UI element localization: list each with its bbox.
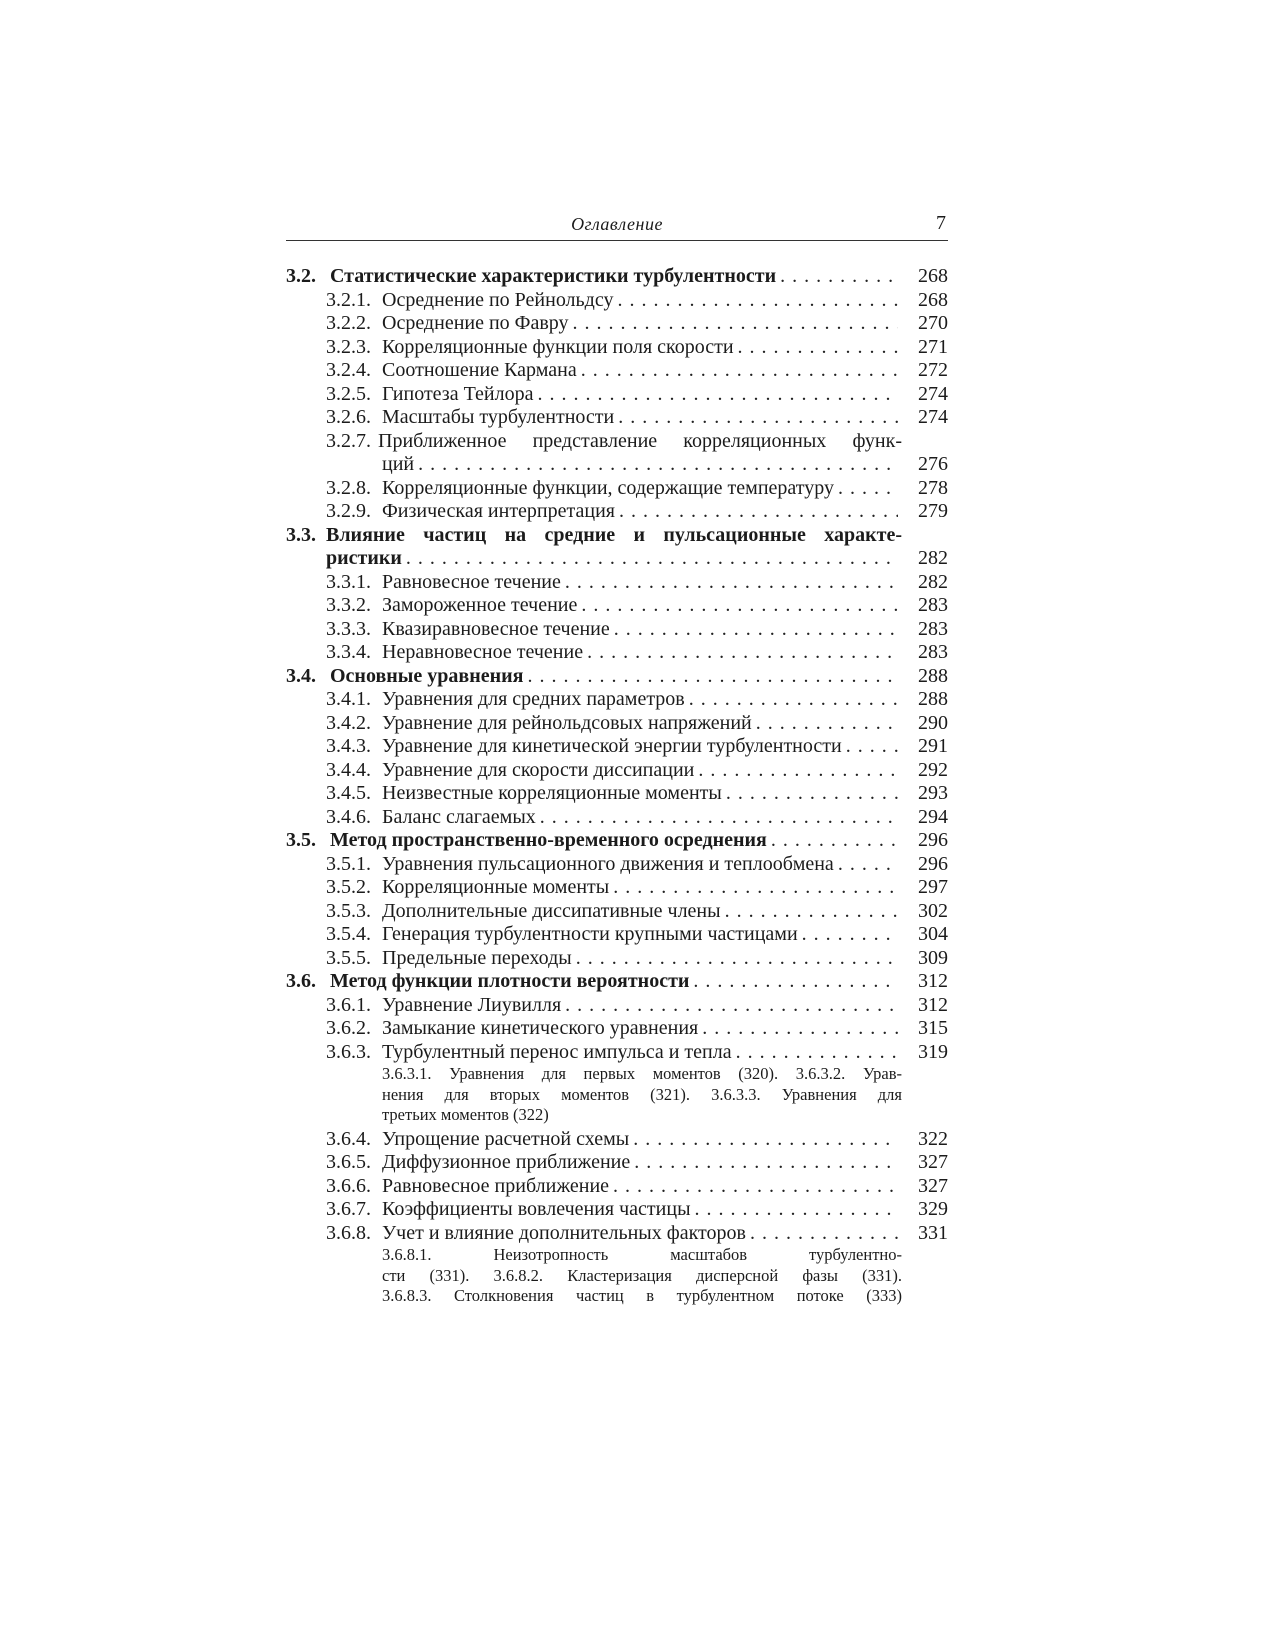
toc-item[interactable]	[286, 688, 948, 712]
toc-section-continuation[interactable]	[286, 547, 948, 571]
leader-dots	[613, 876, 898, 900]
item-number: 3.4.1.	[326, 688, 371, 710]
toc-item[interactable]	[286, 1175, 948, 1199]
item-page: 274	[918, 382, 948, 405]
item-title: Учет и влияние дополнительных факторов	[382, 1221, 746, 1244]
item-page: 304	[918, 923, 948, 945]
item-title: Неизвестные корреляционные моменты	[382, 782, 722, 804]
item-number: 3.2.6.	[326, 406, 371, 428]
toc-item[interactable]	[286, 853, 948, 877]
toc-section[interactable]	[286, 970, 948, 994]
toc-item[interactable]	[286, 1198, 948, 1222]
leader-dots	[726, 782, 898, 806]
leader-dots	[756, 712, 898, 736]
leader-dots	[846, 735, 898, 759]
item-page: 322	[918, 1127, 948, 1150]
toc-item[interactable]	[286, 312, 948, 336]
item-title: Уравнение для скорости диссипации	[382, 758, 695, 781]
item-number: 3.6.3.	[326, 1040, 371, 1063]
leader-dots	[725, 900, 898, 924]
item-title: Осреднение по Фавру	[382, 312, 569, 334]
leader-dots	[780, 265, 898, 289]
item-number: 3.2.5.	[326, 382, 371, 405]
item-page: 296	[918, 852, 948, 875]
item-page: 283	[918, 617, 948, 640]
item-number: 3.2.9.	[326, 500, 371, 522]
leader-dots	[587, 641, 898, 665]
item-number: 3.6.1.	[326, 993, 371, 1016]
toc-item[interactable]	[286, 641, 948, 665]
toc-item-wrapped[interactable]	[286, 430, 948, 454]
item-page: 312	[918, 993, 948, 1016]
item-page: 276	[918, 453, 948, 475]
running-title: Оглавление	[571, 214, 663, 234]
leader-dots	[418, 453, 898, 477]
subsub-line: третьих моментов (322)	[382, 1105, 549, 1124]
toc-section-wrapped[interactable]	[286, 524, 948, 548]
item-page: 327	[918, 1151, 948, 1173]
section-page: 296	[918, 829, 948, 851]
section-number: 3.4.	[286, 664, 316, 687]
leader-dots	[838, 853, 898, 877]
item-page: 315	[918, 1017, 948, 1039]
toc-item[interactable]	[286, 477, 948, 501]
toc-item[interactable]	[286, 806, 948, 830]
toc-item[interactable]	[286, 1151, 948, 1175]
item-number: 3.3.4.	[326, 641, 371, 663]
leader-dots	[565, 994, 898, 1018]
item-number: 3.5.1.	[326, 852, 371, 875]
item-number: 3.6.4.	[326, 1127, 371, 1150]
item-title: Физическая интерпретация	[382, 500, 615, 522]
item-title: Осреднение по Рейнольдсу	[382, 288, 614, 311]
section-number: 3.6.	[286, 970, 316, 992]
leader-dots	[633, 1128, 898, 1152]
item-title: Уравнение для кинетической энергии турбулентности	[382, 735, 842, 757]
section-page: 288	[918, 664, 948, 687]
item-title: Квазиравновесное течение	[382, 617, 610, 640]
item-title: Равновесное приближение	[382, 1174, 610, 1197]
leader-dots	[634, 1151, 898, 1175]
item-title: Предельные переходы	[382, 946, 572, 969]
item-title: Гипотеза Тейлора	[382, 382, 534, 405]
toc-item[interactable]	[286, 594, 948, 618]
toc-item[interactable]	[286, 500, 948, 524]
item-page: 309	[918, 946, 948, 969]
toc-item[interactable]	[286, 923, 948, 947]
item-number: 3.4.6.	[326, 805, 371, 828]
item-page: 274	[918, 406, 948, 428]
item-number: 3.2.4.	[326, 359, 371, 381]
item-page: 302	[918, 899, 948, 922]
item-number: 3.2.1.	[326, 288, 371, 311]
section-title: Статистические характеристики турбулентности	[330, 265, 777, 287]
leader-dots	[406, 547, 898, 571]
running-header	[286, 210, 948, 241]
toc-item[interactable]	[286, 1128, 948, 1152]
item-page: 291	[918, 735, 948, 757]
toc-section[interactable]	[286, 665, 948, 689]
item-number: 3.3.1.	[326, 570, 371, 593]
item-number: 3.6.7.	[326, 1198, 371, 1220]
item-number: 3.5.4.	[326, 923, 371, 945]
toc-item[interactable]	[286, 947, 948, 971]
item-number: 3.6.5.	[326, 1151, 371, 1173]
item-number: 3.2.2.	[326, 312, 371, 334]
item-page: 283	[918, 641, 948, 663]
item-page: 290	[918, 711, 948, 734]
leader-dots	[736, 1041, 898, 1065]
item-title: Корреляционные моменты	[382, 876, 610, 898]
toc-item[interactable]	[286, 735, 948, 759]
leader-dots	[581, 359, 898, 383]
item-title: Масштабы турбулентности	[382, 406, 615, 428]
subsub-line: 3.6.8.1. Неизотропность масштабов турбулентно-	[382, 1245, 902, 1264]
item-page: 292	[918, 758, 948, 781]
leader-dots	[698, 759, 898, 783]
section-number: 3.5.	[286, 829, 316, 851]
subsub-line: нения для вторых моментов (321). 3.6.3.3. Уравнения для	[382, 1084, 902, 1104]
toc-item[interactable]	[286, 1041, 948, 1065]
item-number: 3.5.3.	[326, 899, 371, 922]
item-number: 3.2.8.	[326, 476, 371, 499]
item-page: 278	[918, 476, 948, 499]
item-title: Баланс слагаемых	[382, 805, 536, 828]
toc-item[interactable]	[286, 1017, 948, 1041]
toc-item[interactable]	[286, 571, 948, 595]
toc-item[interactable]	[286, 994, 948, 1018]
item-number: 3.5.2.	[326, 876, 371, 898]
subsub-line: 3.6.8.3. Столкновения частиц в турбулентном потоке (333)	[382, 1286, 902, 1305]
item-page: 329	[918, 1198, 948, 1220]
toc-item[interactable]	[286, 1222, 948, 1246]
leader-dots	[702, 1017, 898, 1041]
item-title: Неравновесное течение	[382, 641, 584, 663]
leader-dots	[750, 1222, 898, 1246]
leader-dots	[618, 406, 898, 430]
leader-dots	[613, 1175, 898, 1199]
subsub-line: 3.6.3.1. Уравнения для первых моментов (320). 3.6.3.2. Урав-	[382, 1064, 902, 1083]
subsubsection-list	[286, 1064, 948, 1126]
leader-dots	[565, 571, 898, 595]
item-number: 3.4.2.	[326, 711, 371, 734]
item-number: 3.4.5.	[326, 782, 371, 804]
item-number: 3.4.4.	[326, 758, 371, 781]
item-title: Упрощение расчетной схемы	[382, 1127, 630, 1150]
leader-dots	[802, 923, 898, 947]
item-page: 327	[918, 1174, 948, 1197]
item-number: 3.6.6.	[326, 1174, 371, 1197]
leader-dots	[573, 312, 898, 336]
book-page	[286, 210, 948, 1309]
item-title: Уравнения для средних параметров	[382, 688, 685, 710]
table-of-contents	[286, 265, 948, 1307]
leader-dots	[619, 500, 898, 524]
section-number: 3.3.	[286, 523, 316, 546]
item-title: Диффузионное приближение	[382, 1151, 631, 1173]
item-number: 3.6.2.	[326, 1017, 371, 1039]
item-title: Корреляционные функции, содержащие температуру	[382, 476, 834, 499]
toc-item[interactable]	[286, 406, 948, 430]
toc-item[interactable]	[286, 383, 948, 407]
item-title: Дополнительные диссипативные члены	[382, 899, 721, 922]
item-number: 3.5.5.	[326, 946, 371, 969]
page-number: 7	[936, 212, 946, 234]
item-title: Соотношение Кармана	[382, 359, 577, 381]
item-number: 3.6.8.	[326, 1221, 371, 1244]
section-page: 312	[918, 970, 948, 992]
toc-item[interactable]	[286, 782, 948, 806]
toc-item[interactable]	[286, 336, 948, 360]
leader-dots	[540, 806, 898, 830]
leader-dots	[576, 947, 898, 971]
item-page: 271	[918, 335, 948, 358]
leader-dots	[614, 618, 898, 642]
leader-dots	[693, 970, 898, 994]
subsub-line: сти (331). 3.6.8.2. Кластеризация дисперсной фазы (331).	[382, 1265, 902, 1285]
item-page: 293	[918, 782, 948, 804]
item-title: Замыкание кинетического уравнения	[382, 1017, 699, 1039]
leader-dots	[771, 829, 898, 853]
toc-item[interactable]	[286, 712, 948, 736]
section-page: 268	[918, 265, 948, 287]
toc-item-continuation[interactable]	[286, 453, 948, 477]
item-number: 3.3.2.	[326, 594, 371, 616]
section-title: Метод пространственно-временного осреднения	[330, 829, 767, 851]
item-title: Равновесное течение	[382, 570, 561, 593]
item-page: 270	[918, 312, 948, 334]
leader-dots	[537, 383, 898, 407]
item-page: 279	[918, 500, 948, 522]
item-title: Коэффициенты вовлечения частицы	[382, 1198, 691, 1220]
item-number: 3.3.3.	[326, 617, 371, 640]
item-title-line1: Приближенное представление корреляционных функ-	[378, 429, 902, 452]
item-page: 331	[918, 1221, 948, 1244]
leader-dots	[838, 477, 898, 501]
item-number: 3.4.3.	[326, 735, 371, 757]
toc-item[interactable]	[286, 900, 948, 924]
leader-dots	[617, 289, 898, 313]
section-title: Метод функции плотности вероятности	[330, 970, 690, 992]
item-title-line2: ций	[382, 453, 415, 475]
item-title: Уравнения пульсационного движения и теплообмена	[382, 852, 834, 875]
section-title-line2: ристики	[326, 547, 402, 569]
item-page: 268	[918, 288, 948, 311]
item-title: Корреляционные функции поля скорости	[382, 335, 734, 358]
item-page: 282	[918, 570, 948, 593]
toc-item[interactable]	[286, 359, 948, 383]
item-title: Генерация турбулентности крупными частицами	[382, 923, 798, 945]
leader-dots	[695, 1198, 898, 1222]
toc-section[interactable]	[286, 265, 948, 289]
item-title: Турбулентный перенос импульса и тепла	[382, 1040, 732, 1063]
item-title: Замороженное течение	[382, 594, 578, 616]
toc-item[interactable]	[286, 876, 948, 900]
section-page: 282	[918, 547, 948, 569]
leader-dots	[527, 665, 898, 689]
subsubsection-list	[286, 1245, 948, 1307]
item-number: 3.2.3.	[326, 335, 371, 358]
item-title: Уравнение для рейнольдсовых напряжений	[382, 711, 752, 734]
section-title-line1: Влияние частиц на средние и пульсационные характе-	[326, 523, 902, 546]
toc-item[interactable]	[286, 289, 948, 313]
item-page: 272	[918, 359, 948, 381]
item-page: 294	[918, 805, 948, 828]
leader-dots	[581, 594, 898, 618]
leader-dots	[689, 688, 898, 712]
item-page: 283	[918, 594, 948, 616]
item-page: 319	[918, 1040, 948, 1063]
item-page: 288	[918, 688, 948, 710]
item-title: Уравнение Лиувилля	[382, 993, 562, 1016]
item-number: 3.2.7.	[326, 429, 371, 452]
toc-item[interactable]	[286, 618, 948, 642]
item-page: 297	[918, 876, 948, 898]
toc-item[interactable]	[286, 759, 948, 783]
section-number: 3.2.	[286, 265, 316, 287]
leader-dots	[738, 336, 898, 360]
toc-section[interactable]	[286, 829, 948, 853]
section-title: Основные уравнения	[330, 664, 524, 687]
